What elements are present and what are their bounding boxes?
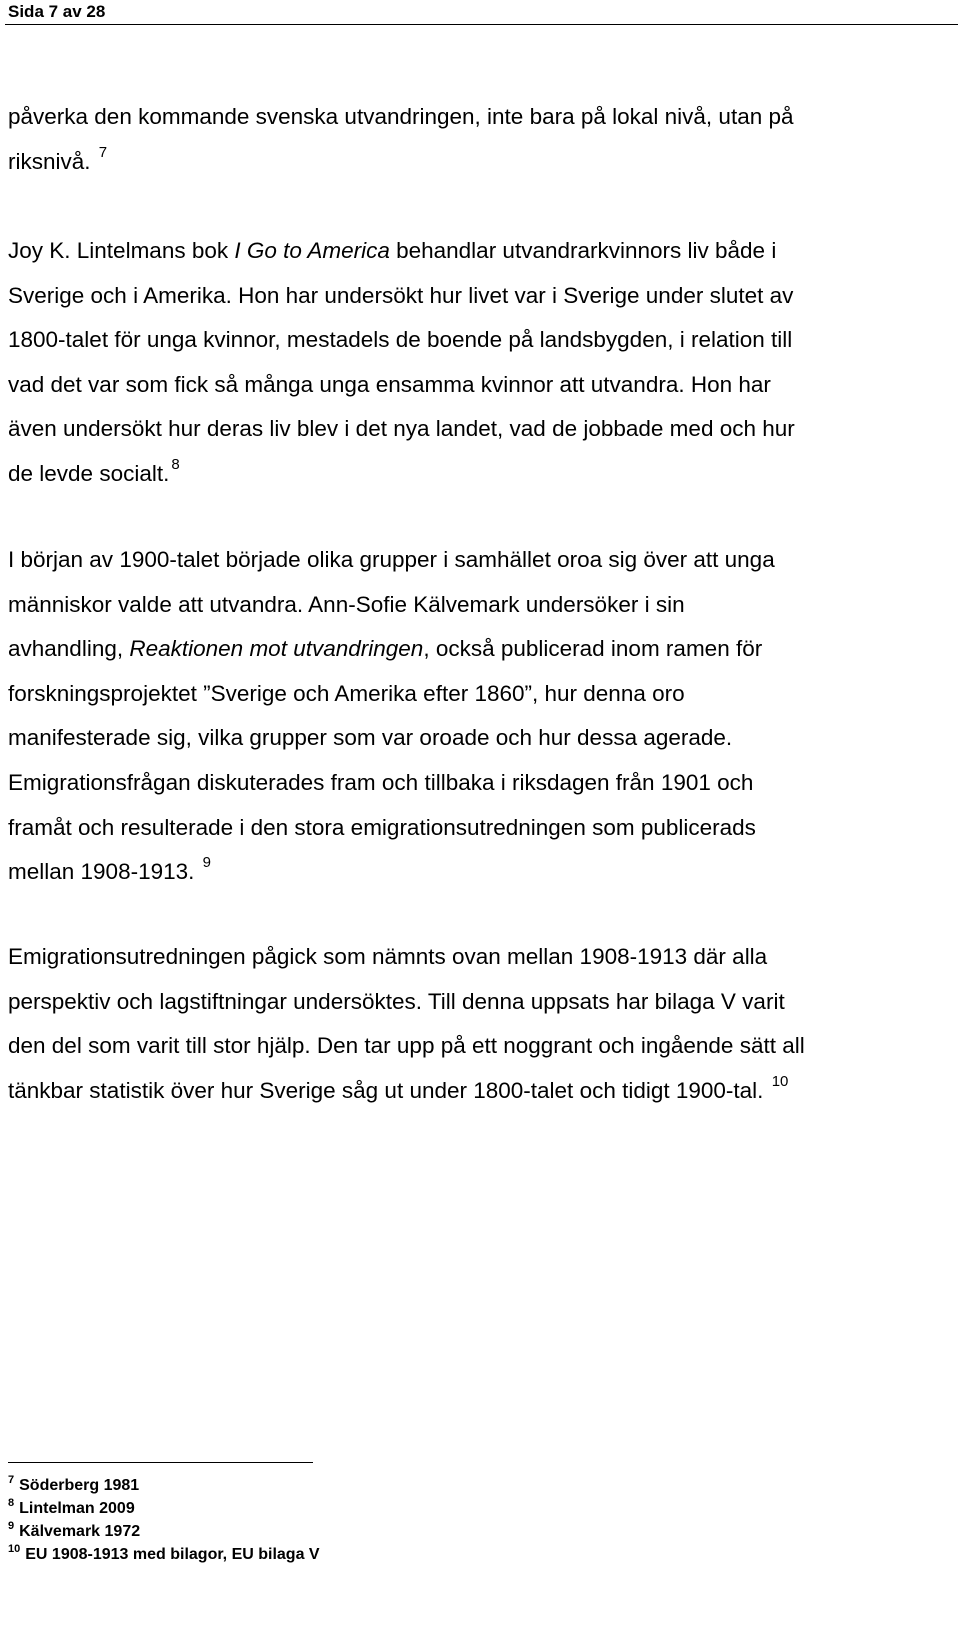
footnote-item [8, 1520, 320, 1543]
paragraph-line: även undersökt hur deras liv blev i det nya landet, vad de jobbade med och hur [8, 416, 795, 442]
paragraph-line [8, 1069, 958, 1114]
footnote-reference-7: 7 [98, 143, 108, 161]
paragraph-line: forskningsprojektet ”Sverige och Amerika efter 1860”, hur denna oro [8, 680, 685, 706]
paragraph-line: Emigrationsfrågan diskuterades fram och tillbaka i riksdagen från 1901 och [8, 769, 754, 795]
paragraph-line: Emigrationsutredningen pågick som nämnts ovan mellan 1908-1913 där alla [8, 944, 768, 969]
footnote-number: 8 [8, 1497, 15, 1509]
paragraph-line: den del som varit till stor hjälp. Den tar upp på ett noggrant och ingående sätt all [8, 1033, 805, 1059]
footnote-reference-10: 10 [771, 1072, 789, 1090]
paragraph-line [8, 627, 958, 672]
paragraph-4 [8, 935, 958, 1113]
paragraph-line: perspektiv och lagstiftningar undersöktes. Till denna uppsats har bilaga V varit [8, 988, 785, 1014]
footnote-reference-9: 9 [202, 854, 211, 872]
paragraph-line: Sverige och i Amerika. Hon har undersökt hur livet var i Sverige under slutet av [8, 282, 794, 308]
footnote-list [8, 1474, 320, 1566]
paragraph-line: framåt och resulterade i den stora emigrationsutredningen som publicerads [8, 814, 756, 840]
footnote-text: Söderberg 1981 [19, 1477, 140, 1494]
paragraph-line-text: mellan 1908-1913. [8, 859, 195, 885]
footnote-number: 7 [8, 1474, 15, 1486]
paragraph-line: I början av 1900-talet började olika grupper i samhället oroa sig över att unga [8, 547, 775, 572]
footnote-number: 10 [8, 1543, 21, 1555]
dissertation-title: Reaktionen mot utvandringen [129, 636, 424, 662]
paragraph-line: manifesterade sig, vilka grupper som var oroade och hur dessa agerade. [8, 725, 733, 751]
footnote-reference-8: 8 [171, 455, 180, 473]
footnote-item [8, 1543, 320, 1566]
paragraph-line: människor valde att utvandra. Ann-Sofie Kälvemark undersöker i sin [8, 591, 685, 617]
paragraph-line-text: avhandling, [8, 636, 130, 662]
paragraph-line-text: tänkbar statistik över hur Sverige såg ut under 1800-talet och tidigt 1900-tal. [8, 1077, 764, 1103]
footnote-text: Lintelman 2009 [19, 1500, 135, 1517]
footnote-item [8, 1497, 320, 1520]
paragraph-line-text: riksnivå. [8, 148, 91, 174]
footnote-separator [8, 1462, 313, 1463]
page-number-header: Sida 7 av 28 [8, 2, 106, 21]
paragraph-line [8, 140, 958, 185]
paragraph-2 [8, 229, 958, 497]
paragraph-line [8, 452, 958, 497]
paragraph-line-text: Joy K. Lintelmans bok [8, 238, 235, 263]
footnote-text: Kälvemark 1972 [19, 1523, 141, 1540]
paragraph-1 [8, 95, 958, 184]
paragraph-line [8, 850, 958, 895]
footnote-number: 9 [8, 1520, 15, 1532]
footnote-item [8, 1474, 320, 1497]
footnote-text: EU 1908-1913 med bilagor, EU bilaga V [25, 1546, 320, 1563]
paragraph-3 [8, 538, 958, 895]
paragraph-line-text: , också publicerad inom ramen för [423, 636, 763, 662]
header-divider [5, 24, 958, 25]
paragraph-line-text: behandlar utvandrarkvinnors liv både i [389, 238, 777, 263]
paragraph-line-text: de levde socialt. [8, 460, 170, 486]
book-title: I Go to America [234, 238, 390, 263]
paragraph-line: påverka den kommande svenska utvandringen, inte bara på lokal nivå, utan på [8, 104, 794, 129]
paragraph-line [8, 229, 958, 274]
paragraph-line: 1800-talet för unga kvinnor, mestadels de boende på landsbygden, i relation till [8, 327, 793, 353]
paragraph-line: vad det var som fick så många unga ensamma kvinnor att utvandra. Hon har [8, 371, 771, 397]
